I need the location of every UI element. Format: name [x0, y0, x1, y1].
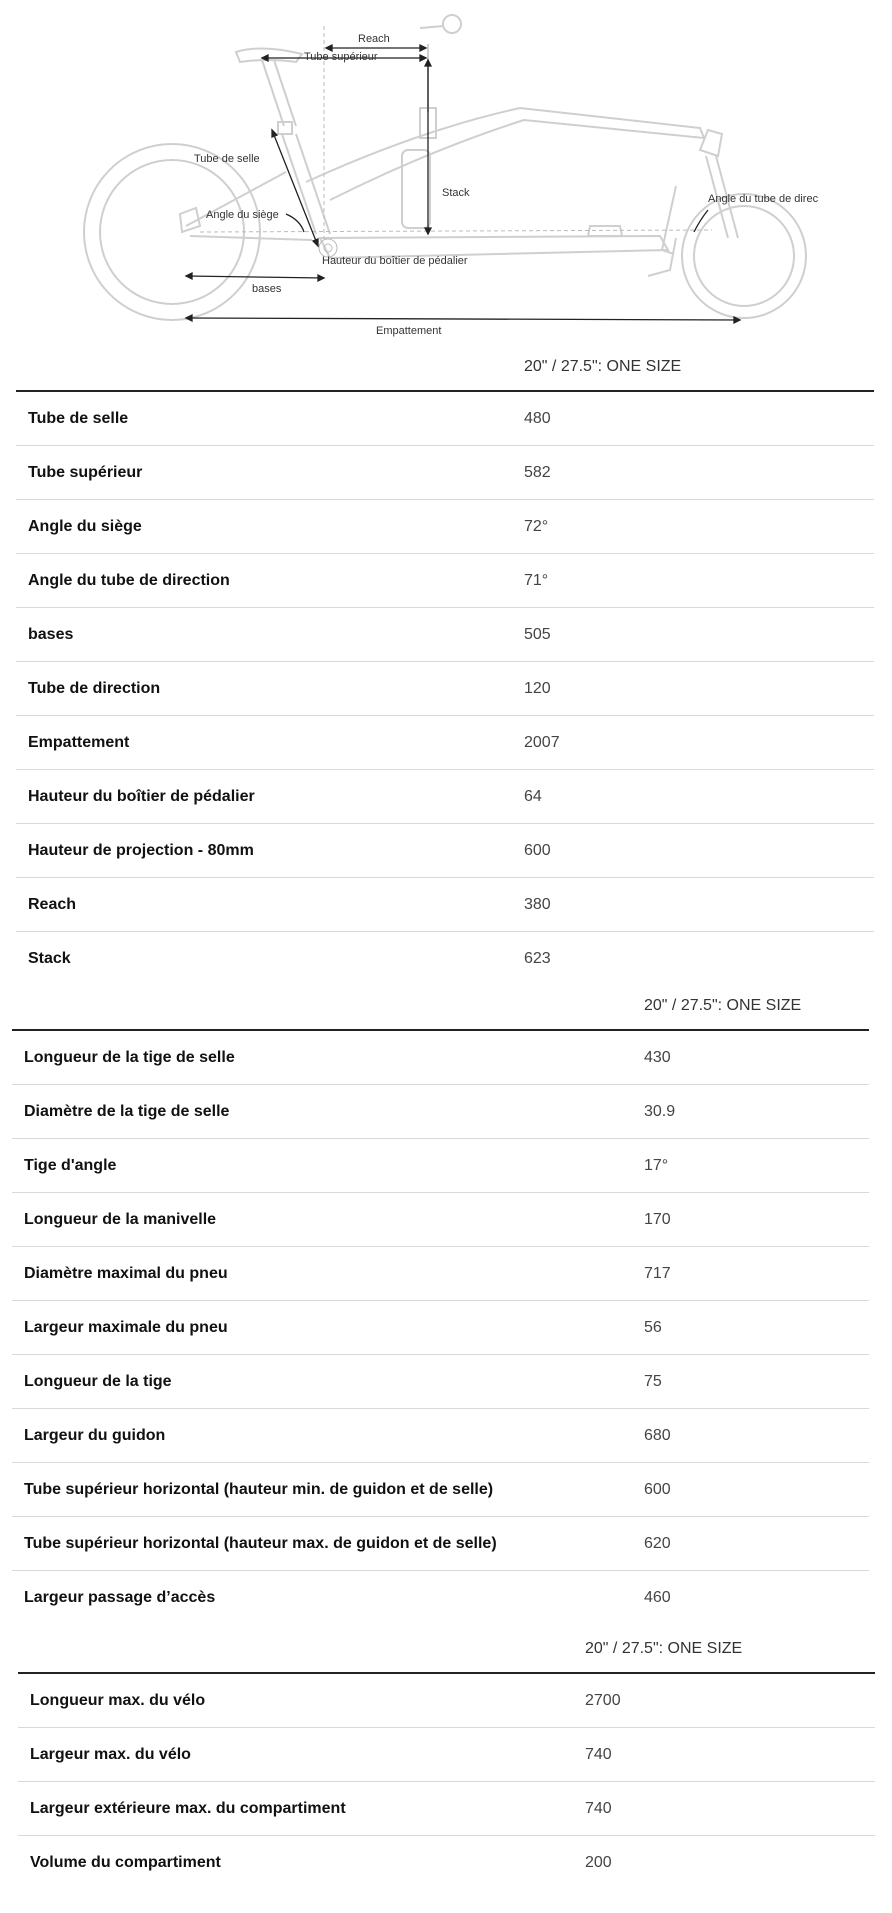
row-label: Volume du compartiment	[30, 1853, 221, 1871]
diagram-label-wheelbase: Empattement	[376, 325, 442, 337]
row-label: Tige d'angle	[12, 1139, 644, 1193]
table-header-size: 20" / 27.5": ONE SIZE	[524, 344, 874, 391]
row-label: Diamètre maximal du pneu	[12, 1247, 644, 1301]
diagram-label-stack: Stack	[442, 187, 470, 199]
row-label: Tube de selle	[16, 391, 524, 446]
table-row	[16, 770, 874, 824]
table-row	[16, 716, 874, 770]
row-label: Tube supérieur	[16, 446, 524, 500]
row-label: Hauteur du boîtier de pédalier	[16, 770, 524, 824]
table-row	[12, 1409, 869, 1463]
row-value: 30.9	[644, 1085, 869, 1139]
diagram-label-top-tube: Tube supérieur	[304, 51, 378, 63]
geometry-table-components	[12, 983, 869, 1624]
row-value: 600	[644, 1463, 869, 1517]
table-row	[16, 824, 874, 878]
row-value: 623	[524, 949, 551, 967]
table-row	[16, 554, 874, 608]
diagram-label-chainstays: bases	[252, 283, 282, 295]
table-row	[12, 1030, 869, 1085]
row-value: 120	[524, 662, 874, 716]
geometry-table-frame	[16, 344, 874, 985]
row-value: 620	[644, 1517, 869, 1571]
row-label: Largeur maximale du pneu	[12, 1301, 644, 1355]
table-row	[16, 878, 874, 932]
diagram-label-seat-tube: Tube de selle	[194, 153, 260, 165]
table-header-row	[18, 1626, 875, 1673]
row-value: 740	[585, 1782, 875, 1836]
table-row	[16, 391, 874, 446]
row-label: Largeur extérieure max. du compartiment	[18, 1782, 585, 1836]
table-header-spacer	[16, 344, 524, 391]
row-value: 2007	[524, 716, 874, 770]
table-header-spacer	[12, 983, 644, 1030]
table-header-size: 20" / 27.5": ONE SIZE	[585, 1626, 875, 1673]
table-row	[18, 1836, 875, 1890]
row-label: Tube supérieur horizontal (hauteur min. de guidon et de selle)	[12, 1463, 644, 1517]
table-row	[12, 1139, 869, 1193]
table-row	[16, 662, 874, 716]
table-row	[18, 1728, 875, 1782]
table-row	[12, 1301, 869, 1355]
row-label: Largeur max. du vélo	[18, 1728, 585, 1782]
row-value: 380	[524, 878, 874, 932]
table-header-row	[12, 983, 869, 1030]
row-value: 600	[524, 824, 874, 878]
row-value: 200	[585, 1853, 612, 1871]
row-value: 717	[644, 1247, 869, 1301]
table-header-size: 20" / 27.5": ONE SIZE	[644, 983, 869, 1030]
row-label: Tube de direction	[16, 662, 524, 716]
table-row	[12, 1463, 869, 1517]
row-label: Empattement	[16, 716, 524, 770]
table-header-spacer	[18, 1626, 585, 1673]
row-label: Hauteur de projection - 80mm	[16, 824, 524, 878]
table-row	[12, 1571, 869, 1625]
row-label: Reach	[16, 878, 524, 932]
row-value: 170	[644, 1193, 869, 1247]
table-row	[16, 446, 874, 500]
table-row	[12, 1085, 869, 1139]
row-label: Longueur max. du vélo	[18, 1673, 585, 1728]
row-label: Angle du siège	[16, 500, 524, 554]
table-row	[12, 1355, 869, 1409]
row-label: Longueur de la tige de selle	[12, 1030, 644, 1085]
row-label: Largeur du guidon	[12, 1409, 644, 1463]
row-value: 480	[524, 391, 874, 446]
table-row	[16, 500, 874, 554]
row-value: 582	[524, 446, 874, 500]
row-label: Largeur passage d’accès	[24, 1588, 216, 1606]
row-value: 17°	[644, 1139, 869, 1193]
row-label: bases	[16, 608, 524, 662]
row-value: 680	[644, 1409, 869, 1463]
row-label: Stack	[28, 949, 71, 967]
row-label: Diamètre de la tige de selle	[12, 1085, 644, 1139]
bike-geometry-diagram	[0, 0, 892, 340]
table-row	[12, 1247, 869, 1301]
row-label: Tube supérieur horizontal (hauteur max. de guidon et de selle)	[12, 1517, 644, 1571]
row-value: 740	[585, 1728, 875, 1782]
row-value: 460	[644, 1588, 671, 1606]
diagram-label-seat-angle: Angle du siège	[206, 209, 279, 221]
table-row	[16, 932, 874, 986]
diagram-label-reach: Reach	[358, 33, 390, 45]
row-value: 430	[644, 1030, 869, 1085]
geometry-table-dimensions	[18, 1626, 875, 1889]
table-row	[12, 1193, 869, 1247]
row-value: 75	[644, 1355, 869, 1409]
table-row	[18, 1782, 875, 1836]
row-value: 64	[524, 770, 874, 824]
row-value: 72°	[524, 500, 874, 554]
row-label: Angle du tube de direction	[16, 554, 524, 608]
diagram-label-head-angle: Angle du tube de direc	[708, 193, 819, 205]
table-row	[16, 608, 874, 662]
row-value: 2700	[585, 1673, 875, 1728]
table-row	[18, 1673, 875, 1728]
table-row	[12, 1517, 869, 1571]
table-header-row	[16, 344, 874, 391]
row-value: 56	[644, 1301, 869, 1355]
diagram-label-bb-height: Hauteur du boîtier de pédalier	[322, 255, 468, 267]
row-value: 505	[524, 608, 874, 662]
row-label: Longueur de la tige	[12, 1355, 644, 1409]
row-value: 71°	[524, 554, 874, 608]
row-label: Longueur de la manivelle	[12, 1193, 644, 1247]
